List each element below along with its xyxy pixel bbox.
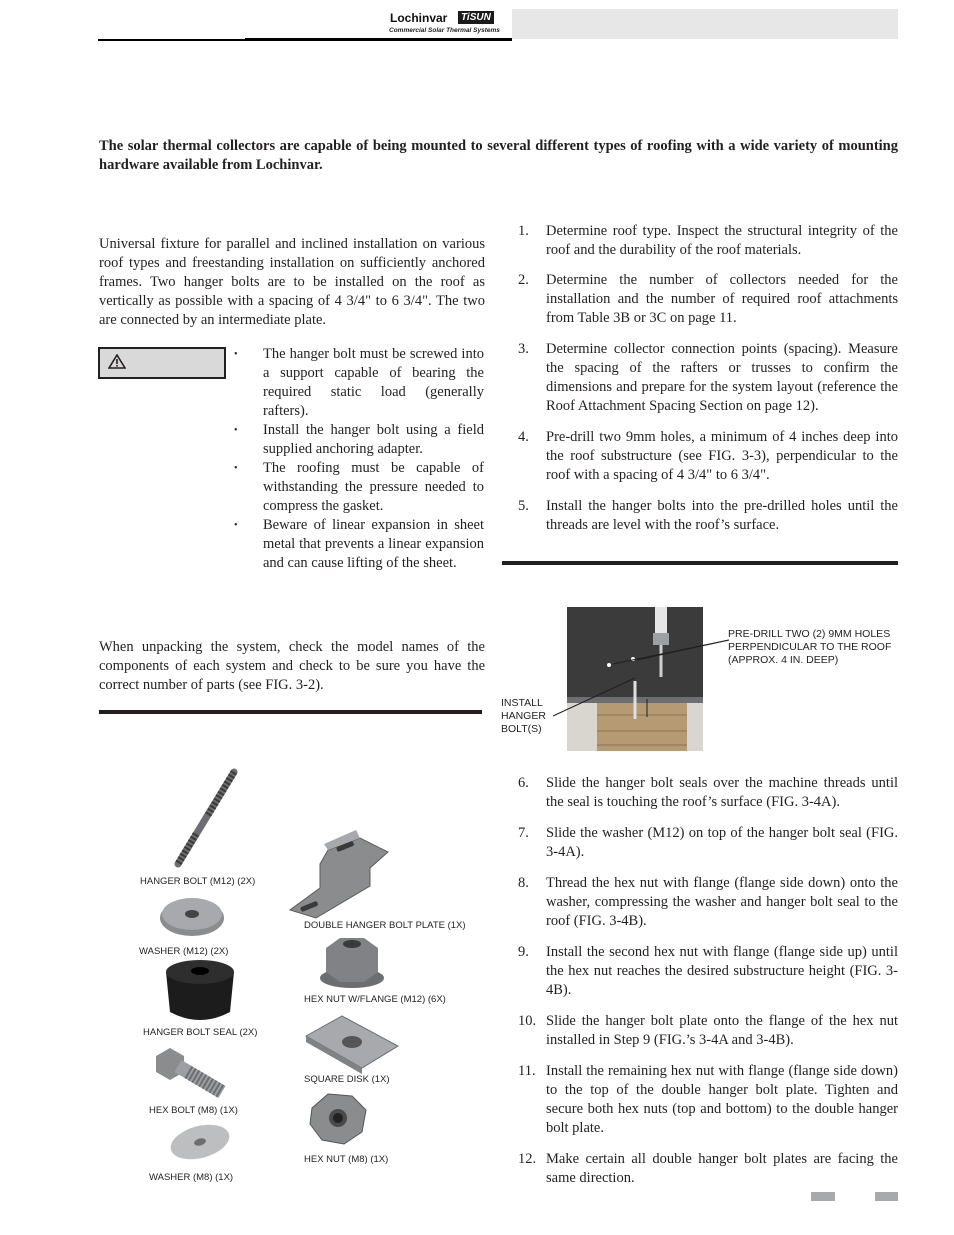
fixture-paragraph: Universal fixture for parallel and inclined installation on various roof types and freestanding installation on sufficiently anchored frames. Two hanger bolts are to be installed on the roof as vertically as possible with a spacing of 4 3/4" to 6 3/4". The two are connected by an intermediate plate.	[99, 236, 485, 328]
hanger-bolt-image	[178, 772, 234, 864]
caption-hex-nut-m8: HEX NUT (M8) (1X)	[304, 1154, 389, 1165]
caption-hanger-bolt: HANGER BOLT (M12) (2X)	[140, 876, 256, 887]
callout-predrill: PRE-DRILL TWO (2) 9MM HOLES PERPENDICULAR TO THE ROOF (APPROX. 4 IN. DEEP)	[728, 628, 892, 666]
footer-tab-right	[875, 1192, 898, 1201]
brand-badge: TiSUN	[458, 11, 494, 24]
caption-double-plate: DOUBLE HANGER BOLT PLATE (1X)	[304, 920, 466, 931]
brand-logo	[388, 10, 498, 38]
caption-hex-nut-flange: HEX NUT W/FLANGE (M12) (6X)	[304, 994, 446, 1005]
list-item: 3. Determine collector connection points (spacing). Measure the spacing of the rafters or trusses to confirm the dimensions and prepare for the system layout (reference the Roof Attachment Spacing Section on page 12).	[518, 341, 898, 414]
list-item: 1. Determine roof type. Inspect the structural integrity of the roof and the durability of the roof materials.	[518, 223, 898, 258]
hex-nut-flange-image	[320, 938, 384, 988]
hex-bolt-m8-image	[156, 1048, 222, 1092]
callout-install-bolts: INSTALL HANGER BOLT(S)	[501, 697, 546, 735]
caption-hex-bolt-m8: HEX BOLT (M8) (1X)	[149, 1105, 238, 1116]
caption-square-disk: SQUARE DISK (1X)	[304, 1074, 390, 1085]
figure-rule-right	[502, 561, 898, 565]
caption-washer-m12: WASHER (M12) (2X)	[139, 946, 229, 957]
parts-figure	[130, 760, 480, 1190]
list-item: • The hanger bolt must be screwed into a support capable of bearing the required static load (generally rafters).	[234, 345, 484, 421]
figure-rule-left	[99, 710, 482, 714]
list-item: 9. Install the second hex nut with flange (flange side up) until the hex nut reaches the desired substructure height (FIG. 3-4B).	[518, 944, 898, 998]
list-item: 4. Pre-drill two 9mm holes, a minimum of 4 inches deep into the roof substructure (see FIG. 3-3), perpendicular to the roof with a spacing of 4 3/4" to 6 3/4".	[518, 429, 898, 483]
parts-illustration	[130, 760, 480, 1190]
unpacking-paragraph: When unpacking the system, check the model names of the components of each system and check to be sure you have the correct number of parts (see FIG. 3-2).	[99, 639, 485, 693]
brand-tagline: Commercial Solar Thermal Systems	[389, 27, 500, 34]
caption-washer-m8: WASHER (M8) (1X)	[149, 1172, 234, 1183]
list-item: 7. Slide the washer (M12) on top of the hanger bolt seal (FIG. 3-4A).	[518, 825, 898, 860]
install-steps-part1	[518, 222, 898, 535]
square-disk-image	[306, 1016, 398, 1074]
list-item: 2. Determine the number of collectors needed for the installation and the number of required roof attachments from Table 3B or 3C on page 11.	[518, 272, 898, 326]
double-hanger-bolt-plate-image	[290, 830, 388, 918]
intro-text: The solar thermal collectors are capable of being mounted to several different types of roofing with a wide variety of mounting hardware available from Lochinvar.	[99, 138, 898, 173]
header-rule-thick	[245, 38, 512, 41]
washer-m8-image	[167, 1119, 233, 1165]
callout-leaders	[545, 620, 730, 730]
list-item: 11. Install the remaining hex nut with flange (flange side down) to the top of the double hanger bolt plate. Tighten and secure both hex nuts (top and bottom) to the double hanger bolt plate.	[518, 1063, 898, 1136]
list-item: • The roofing must be capable of withstanding the pressure needed to compress the gasket.	[234, 459, 484, 516]
list-item: 5. Install the hanger bolts into the pre-drilled holes until the threads are level with the roof’s surface.	[518, 498, 898, 533]
header-bar	[512, 9, 898, 39]
warning-list	[234, 345, 484, 573]
list-item: 8. Thread the hex nut with flange (flange side down) onto the washer, compressing the washer and hanger bolt seal to the roof (FIG. 3-4B).	[518, 875, 898, 929]
washer-m12-image	[160, 898, 224, 936]
list-item: • Beware of linear expansion in sheet metal that prevents a linear expansion and can cause lifting of the sheet.	[234, 516, 484, 573]
warning-box	[98, 347, 226, 379]
caption-hanger-bolt-seal: HANGER BOLT SEAL (2X)	[143, 1027, 258, 1038]
list-item: 10. Slide the hanger bolt plate onto the flange of the hex nut installed in Step 9 (FIG.’s 3-4A and 3-4B).	[518, 1013, 898, 1048]
brand-name: Lochinvar	[390, 11, 448, 25]
list-item: 6. Slide the hanger bolt seals over the machine threads until the seal is touching the roof’s surface (FIG. 3-4A).	[518, 775, 898, 810]
warning-triangle-icon	[108, 354, 126, 369]
list-item: • Install the hanger bolt using a field supplied anchoring adapter.	[234, 421, 484, 459]
hex-nut-m8-image	[310, 1094, 366, 1144]
list-item: 12. Make certain all double hanger bolt plates are facing the same direction.	[518, 1151, 898, 1186]
footer-tab-left	[811, 1192, 835, 1201]
unpacking-section	[99, 638, 485, 695]
fixture-description	[99, 235, 485, 330]
install-steps-part2	[518, 774, 898, 1188]
hanger-bolt-seal-image	[166, 960, 234, 1020]
